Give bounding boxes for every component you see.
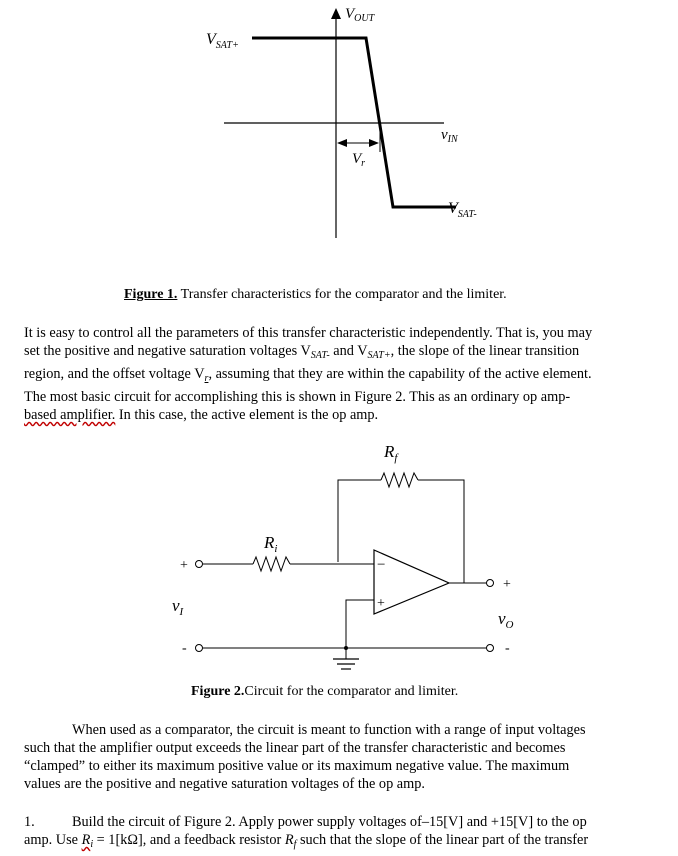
paragraph-intro-line: set the positive and negative saturation voltages $V_{SAT-}$ and $V_{SAT+}$, the slope of the linear transition [24,343,580,361]
input-minus-sign: - [182,641,187,656]
figure2-caption [191,684,458,700]
figure2-caption-label: Figure 2. [191,684,245,699]
paragraph-intro-line: The most basic circuit for accomplishing this is shown in Figure 2. This as an ordinary op amp- [24,389,571,405]
step-1-line: amp. Use $R_i = 1[k\Omega]$, and a feedback resistor $R_f$ such that the slope of the linear part of the transfer [24,832,589,850]
paragraph-intro-line: It is easy to control all the parameters of this transfer characteristic independently. That is, you may [24,325,593,341]
opamp-plus-sign: + [377,596,385,611]
vr-arrow-right [369,139,379,147]
rf-resistor [381,473,418,487]
output-plus-terminal [487,580,494,587]
figure1-caption [124,287,507,303]
output-minus-sign: - [505,641,510,656]
paragraph-comparator [24,721,664,793]
step-number: 1. [24,814,35,830]
paragraph-comparator-line: “clamped” to either its maximum positive value or its maximum negative value. The maximum [24,758,570,774]
feedback-wire-right [418,480,464,583]
opamp-minus-sign: − [377,557,386,573]
vin-label: $v_{IN}$ [441,127,458,145]
vr-arrow-left [337,139,347,147]
transfer-characteristic-figure [0,0,678,270]
comparator-circuit-figure [0,430,678,680]
input-plus-sign: + [180,558,188,573]
input-plus-terminal [196,561,203,568]
vsat-minus-label: $V_{SAT-}$ [448,200,477,220]
figure2-caption-text: Circuit for the comparator and limiter. [244,684,459,699]
ri-resistor [253,557,290,571]
rf-label: $R_f$ [384,442,398,464]
output-minus-terminal [487,645,494,652]
step-1 [24,813,664,854]
figure1-caption-label: Figure 1. [124,287,178,302]
paragraph-comparator-line: values are the positive and negative saturation voltages of the op amp. [24,776,425,792]
noninverting-wire [346,600,374,652]
paragraph-comparator-line: such that the amplifier output exceeds the linear part of the transfer characteristic and becomes [24,740,566,756]
vout-axis-arrow [331,8,341,19]
paragraph-comparator-line: When used as a comparator, the circuit is meant to function with a range of input voltages [72,722,586,738]
figure1-caption-text: Transfer characteristics for the comparator and the limiter. [177,287,507,302]
vi-label: $v_I$ [172,596,184,618]
output-plus-sign: + [503,577,511,592]
paragraph-intro [24,324,664,424]
vr-label: $V_r$ [352,151,366,169]
paragraph-intro-line: region, and the offset voltage $V_r$, assuming that they are within the capability of the active element. [24,366,592,384]
input-minus-terminal [196,645,203,652]
vo-label: $v_O$ [498,609,514,631]
paragraph-intro-line: based amplifier. In this case, the active element is the op amp. [24,407,379,423]
vsat-plus-label: $V_{SAT+}$ [206,31,239,51]
ri-label: $R_i$ [264,533,278,555]
step-1-line: 1. Build the circuit of Figure 2. Apply power supply voltages of–15[V] and +15[V] to the op [24,814,587,830]
vout-label: $V_{OUT}$ [345,6,375,24]
